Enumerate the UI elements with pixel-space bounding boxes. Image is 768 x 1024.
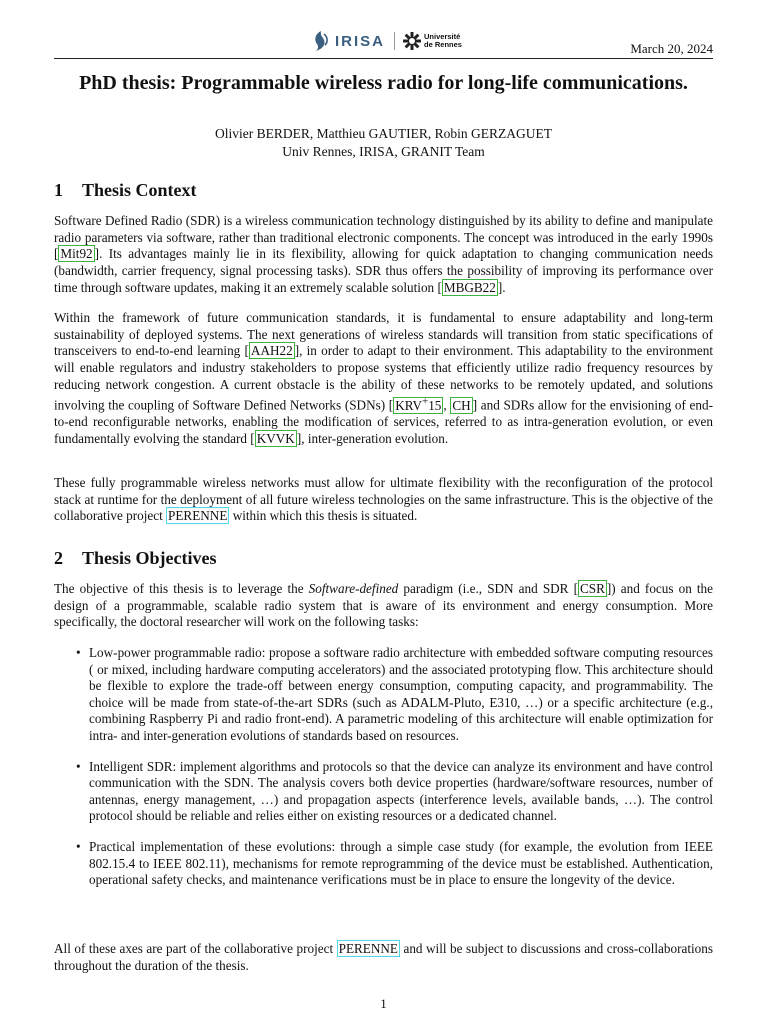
section-heading-thesis-objectives	[54, 548, 217, 569]
context-paragraph-2: Within the framework of future communication standards, it is fundamental to ensure adaptability and long-term sustainability of deployed systems. The next generations of wireless standards will transition from static specifications of transceivers to end-to-end learning [ AAH22 ], in order to adapt to their environment. This adaptability to the environment will enable regulators and industry stakeholders to propose systems that efficiently utilize radio frequency resources by reducing network congestion. A current obstacle is the ability of these networks to be remotely updated, and solutions involving the coupling of Software Defined Networks (SDNs) [ KRV+15 , CH ] and SDRs allow for the envisioning of end-to-end reconfigurable networks, enabling the modification of services, referred to as intra-generation evolution, or even fundamentally evolving the standard [ KVVK ], inter-generation evolution.	[54, 310, 713, 446]
emphasis-text: Software-defined	[308, 581, 399, 597]
header-logos	[312, 28, 462, 54]
list-item	[54, 759, 713, 825]
thesis-title: PhD thesis: Programmable wireless radio for long-life communications.	[79, 72, 688, 94]
text-run: Within the framework of future communication standards, it is fundamental to ensure adaptability and long-term sustainability of deployed systems. The next generations of wireless standards will transition from static specifications of transceivers to end-to-end learning	[54, 310, 713, 359]
irisa-logo-icon	[312, 30, 330, 52]
citation-link[interactable]: MBGB22	[443, 279, 496, 295]
context-paragraph-1: Software Defined Radio (SDR) is a wireless communication technology distinguished by its ability to define and manipulate radio parameters via software, rather than traditional electronic components. The concept was introduced in the early 1990s [ Mit92 ]. Its advantages mainly lie in its flexibility, allowing for quick adaptation to changing communication needs (bandwidth, carrier frequency, signal processing tasks). SDR thus offers the possibility of improving its performance over time through software updates, making it an extremely scalable solution [ MBGB22 ].	[54, 213, 713, 295]
affiliation: Univ Rennes, IRISA, GRANIT Team	[282, 144, 485, 159]
citation-link[interactable]	[393, 397, 443, 414]
perenne-link[interactable]: PERENNE	[338, 941, 398, 957]
section-title: Thesis Context	[82, 180, 197, 200]
bullet-icon: •	[76, 838, 81, 854]
page-number: 1	[380, 996, 387, 1011]
text-run: and will be subject to discussions and cross-collaborations throughout the duration of the thesis.	[54, 941, 713, 973]
bullet-icon: •	[76, 645, 81, 660]
perenne-link[interactable]: PERENNE	[168, 508, 228, 524]
text-run: within which this thesis is situated.	[229, 508, 418, 524]
document-page	[54, 0, 713, 1024]
section-title: Thesis Objectives	[82, 548, 217, 568]
document-date: March 20, 2024	[630, 41, 713, 56]
citation-link[interactable]: Mit92	[60, 246, 93, 262]
task-text: Intelligent SDR: implement algorithms and protocols so that the device can analyze its environment and have control communication with the SDN. The analysis covers both device properties (hardware/software resources, number of antennas, energy management, …) and propagation aspects (interference levels, available bands, …). The control protocol should be reliable and relies either on existing resources or a dedicated channel.	[89, 758, 713, 824]
universite-rennes-logo-icon	[403, 32, 421, 50]
text-run: .	[502, 279, 506, 295]
irisa-logo-text: IRISA	[335, 32, 386, 50]
text-run: The objective of this thesis is to leverage the	[54, 581, 309, 597]
list-item	[54, 645, 713, 745]
citation-superscript: +	[421, 395, 429, 408]
citation-text: KRV	[395, 397, 422, 413]
objectives-closing-paragraph	[54, 941, 713, 974]
task-text: Low-power programmable radio: propose a software radio architecture with embedded software computing resources ( or mixed, including hardware computing accelerators) and the associated prototyping flow. This architecture should be flexible to explore the trade-off between energy consumption, computing capacity, and programmability. The choice will be made from state-of-the-art SDRs (such as ADALM-Pluto, E310, …) or a specific architecture (e.g., combining Raspberry Pi and radio front-end). A parametric modeling of this architecture will enable optimization for intra- and inter-generation evolutions of standards based on resources.	[89, 645, 713, 743]
text-run: , inter-generation evolution.	[301, 430, 449, 446]
university-line-2: de Rennes	[424, 40, 462, 49]
section-number: 1	[54, 180, 63, 200]
list-item	[54, 839, 713, 889]
task-text: Practical implementation of these evolutions: through a simple case study (for example, the evolution from IEEE 802.15.4 to IEEE 802.11), mechanisms for remote reprogramming of the device must be established. Authentication, operational safety checks, and maintenance verifications must be in place to ensure the longevity of the device.	[89, 838, 713, 888]
text-run: ] and SDRs allow for the envisioning of end-to-end reconfigurable networks, enabling the modification of services, referred to as intra-generation evolution, or even fundamentally evolving the standard	[54, 397, 713, 446]
task-list	[54, 645, 713, 903]
text-run: ,	[443, 397, 451, 413]
page-header	[54, 26, 713, 59]
university-line-1: Université	[424, 32, 461, 41]
citation-link[interactable]: CH	[452, 397, 471, 413]
text-run: , in order to adapt to their environment. This adaptability to the environment will enable regulators and industry stakeholders to propose systems that efficiently utilize radio frequency resources by reducing network congestion. A current obstacle is the ability of these networks to be remotely updated, and solutions involving the coupling of Software Defined Networks (SDNs) [	[54, 343, 713, 413]
section-heading-thesis-context	[54, 180, 197, 201]
text-run: All of these axes are part of the collaborative project	[54, 941, 337, 957]
citation-text: 15	[428, 397, 442, 413]
logo-separator	[394, 32, 395, 50]
universite-rennes-text	[424, 33, 462, 49]
objectives-intro-paragraph	[54, 581, 713, 631]
author-block	[54, 125, 713, 161]
section-number: 2	[54, 548, 63, 568]
text-run: These fully programmable wireless networks must allow for ultimate flexibility with the reconfiguration of the protocol stack at runtime for the deployment of all future wireless technologies on the same infrastructure. This is the objective of the collaborative project	[54, 475, 713, 524]
text-run: Software Defined Radio (SDR) is a wireless communication technology distinguished by its ability to define and manipulate radio parameters via software, rather than traditional electronic components. The concept was introduced in the early 1990s	[54, 213, 713, 245]
citation-link[interactable]: AAH22	[250, 343, 293, 359]
context-paragraph-3	[54, 475, 713, 525]
text-run: paradigm (i.e., SDN and SDR [	[398, 581, 578, 597]
citation-link[interactable]: CSR	[579, 581, 605, 597]
bullet-icon: •	[76, 758, 81, 774]
text-run: . Its advantages mainly lie in its flexibility, allowing for quick adaptation to changing communication needs (bandwidth, carrier frequency, signal processing tasks). SDR thus offers the possibility of improving its performance over time through software updates, making it an extremely scalable solution	[54, 246, 713, 295]
citation-link[interactable]: KVVK	[256, 430, 295, 446]
authors: Olivier BERDER, Matthieu GAUTIER, Robin GERZAGUET	[214, 126, 553, 141]
text-run: ]) and focus on the design of a programmable, scalable radio system that is aware of its environment and energy consumption. More specifically, the doctoral researcher will work on the following tasks:	[54, 581, 714, 630]
